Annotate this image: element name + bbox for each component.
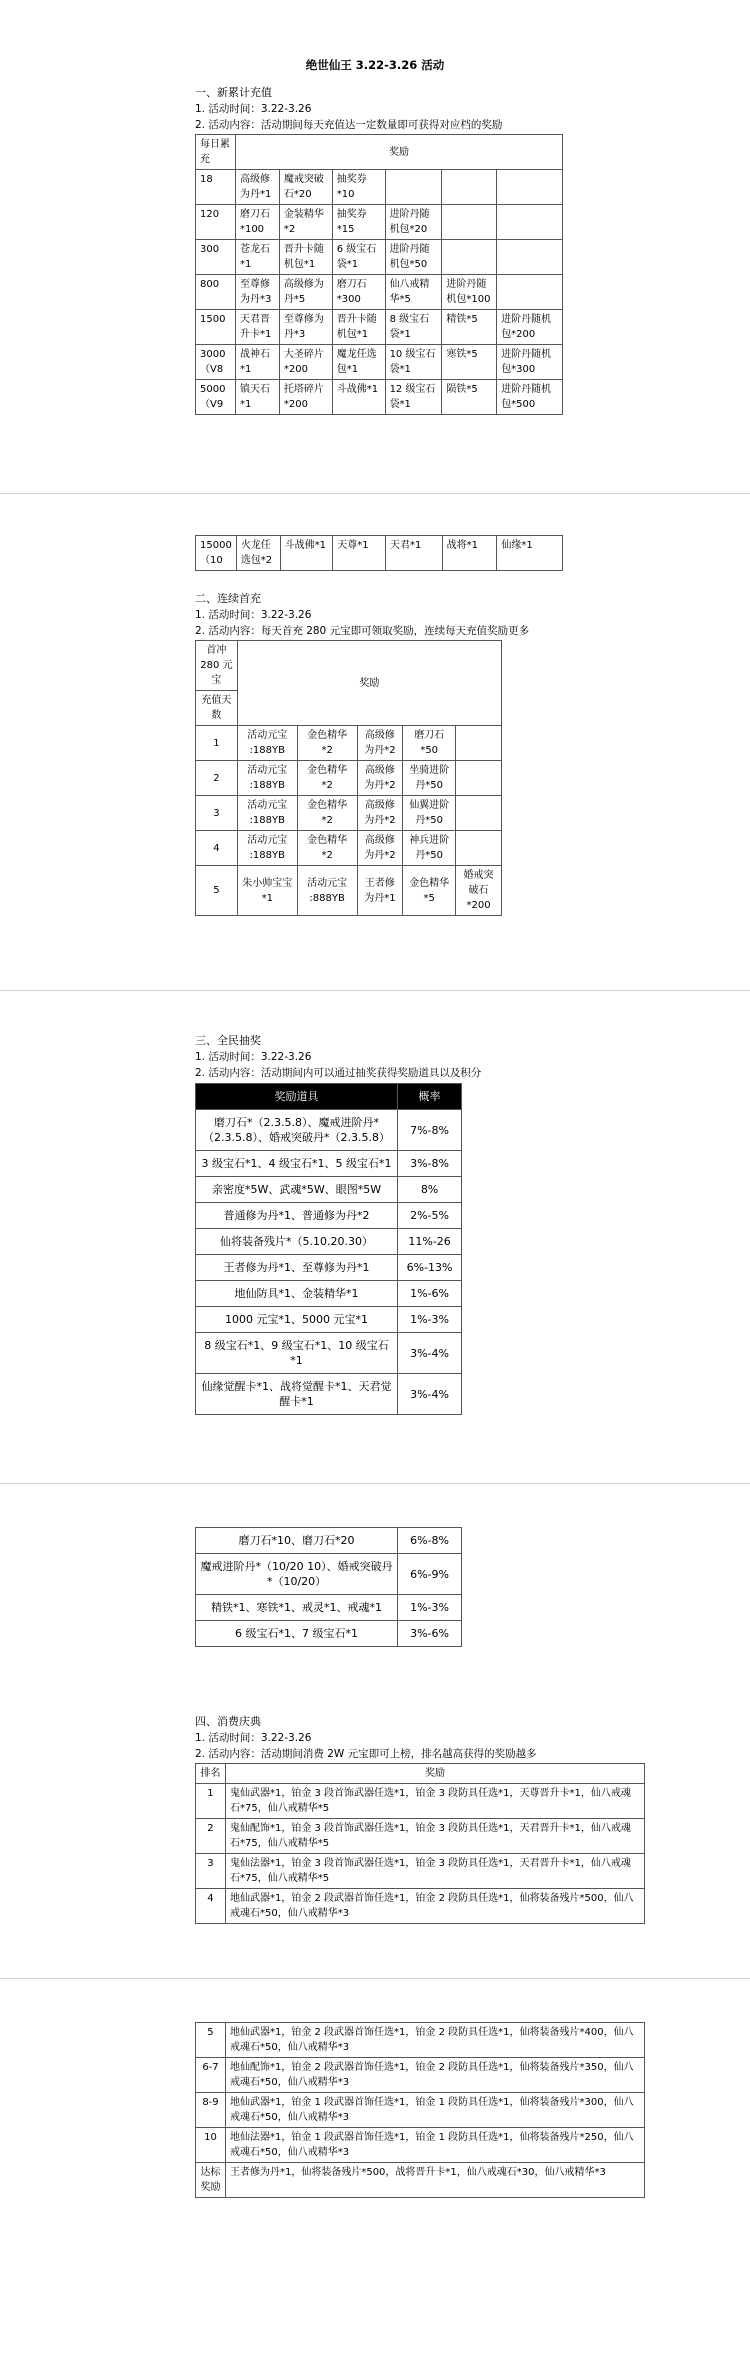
table-cell: 活动元宝 :888YB	[297, 866, 357, 916]
table-cell: 地仙武器*1，铂金 2 段武器首饰任选*1，铂金 2 段防具任选*1，仙将装备残片*500，仙八戒魂石*50，仙八戒精华*3	[225, 1889, 644, 1924]
table-cell: 高级修为丹*1	[235, 170, 279, 205]
table-cell: 1500	[196, 310, 236, 345]
page-separator	[0, 493, 750, 494]
activity-content: 2. 活动内容：活动期间内可以通过抽奖获得奖励道具以及积分	[195, 1067, 482, 1079]
table-row	[196, 761, 502, 796]
table-cell: 800	[196, 275, 236, 310]
table-cell: 王者修为丹*1	[357, 866, 403, 916]
table-cell: 4	[196, 1889, 226, 1924]
table-cell: 普通修为丹*1、普通修为丹*2	[196, 1203, 398, 1229]
table-row	[196, 1528, 462, 1554]
table-cell: 托塔碎片*200	[279, 380, 332, 415]
table-row	[196, 1854, 645, 1889]
table-cell: 6%-13%	[398, 1255, 462, 1281]
table-cell: 进阶丹随机包*200	[497, 310, 563, 345]
table-cell: 磨刀石*300	[332, 275, 385, 310]
table-cell: 晋升卡随机包*1	[279, 240, 332, 275]
activity-time: 1. 活动时间：3.22-3.26	[195, 1051, 312, 1063]
table-cell: 5	[196, 866, 238, 916]
table-header: 奖励道具	[196, 1084, 398, 1110]
table-row	[196, 1889, 645, 1924]
table-cell: 1000 元宝*1、5000 元宝*1	[196, 1307, 398, 1333]
recharge-table-continued	[195, 535, 655, 571]
table-cell: 战将*1	[442, 536, 497, 571]
table-cell: 王者修为丹*1、至尊修为丹*1	[196, 1255, 398, 1281]
table-cell: 陨铁*5	[442, 380, 497, 415]
table-cell: 活动元宝 :188YB	[237, 796, 297, 831]
table-cell: 6-7	[196, 2058, 226, 2093]
table-cell: 寒铁*5	[442, 345, 497, 380]
table-cell: 天君晋升卡*1	[235, 310, 279, 345]
table-cell	[497, 240, 563, 275]
table-cell: 8 级宝石袋*1	[385, 310, 442, 345]
section-recharge	[195, 85, 655, 415]
table-cell: 6 级宝石袋*1	[332, 240, 385, 275]
table-row	[196, 1621, 462, 1647]
table-row	[196, 1333, 462, 1374]
table-cell: 15000（10	[196, 536, 237, 571]
table-cell: 6%-8%	[398, 1528, 462, 1554]
table-cell: 5	[196, 2023, 226, 2058]
table-cell	[456, 831, 502, 866]
table-cell	[497, 205, 563, 240]
table-cell: 王者修为丹*1，仙将装备残片*500，战将晋升卡*1，仙八戒魂石*30，仙八戒精华*3	[225, 2163, 644, 2198]
activity-content: 2. 活动内容：每天首充 280 元宝即可领取奖励，连续每天充值奖励更多	[195, 625, 530, 637]
table-cell: 1%-6%	[398, 1281, 462, 1307]
table-cell: 金色精华*2	[297, 831, 357, 866]
table-cell: 大圣碎片*200	[279, 345, 332, 380]
section-heading: 三、全民抽奖	[195, 1034, 261, 1047]
table-cell: 1	[196, 726, 238, 761]
page-separator	[0, 1483, 750, 1484]
activity-content: 2. 活动内容：活动期间消费 2W 元宝即可上榜，排名越高获得的奖励越多	[195, 1748, 537, 1760]
section-first-recharge	[195, 591, 655, 916]
table-cell: 3	[196, 796, 238, 831]
table-cell: 1	[196, 1784, 226, 1819]
table-cell: 磨刀石*（2.3.5.8）、魔戒进阶丹*（2.3.5.8）、婚戒突破丹*（2.3.5.8）	[196, 1110, 398, 1151]
table-row	[196, 205, 563, 240]
table-cell: 抽奖券*10	[332, 170, 385, 205]
table-row	[196, 1819, 645, 1854]
table-cell: 精铁*5	[442, 310, 497, 345]
table-cell: 鬼仙法器*1，铂金 3 段首饰武器任选*1，铂金 3 段防具任选*1，天君晋升卡*1，仙八戒魂石*75，仙八戒精华*5	[225, 1854, 644, 1889]
table-cell: 3	[196, 1854, 226, 1889]
table-cell: 金色精华*2	[297, 796, 357, 831]
table-cell: 仙缘觉醒卡*1、战将觉醒卡*1、天君觉醒卡*1	[196, 1374, 398, 1415]
table-cell: 高级修为丹*2	[357, 726, 403, 761]
table-cell: 镇天石*1	[235, 380, 279, 415]
table-cell: 至尊修为丹*3	[235, 275, 279, 310]
table-cell: 斗战佛*1	[332, 380, 385, 415]
table-cell: 进阶丹随机包*20	[385, 205, 442, 240]
table-row	[196, 170, 563, 205]
table-cell: 8-9	[196, 2093, 226, 2128]
table-cell: 仙翼进阶丹*50	[403, 796, 456, 831]
table-cell: 亲密度*5W、武魂*5W、眼图*5W	[196, 1177, 398, 1203]
table-row	[196, 1151, 462, 1177]
table-header: 每日累充	[196, 135, 236, 170]
table-cell: 朱小帅宝宝*1	[237, 866, 297, 916]
table-cell: 地仙武器*1，铂金 2 段武器首饰任选*1，铂金 2 段防具任选*1，仙将装备残片*400，仙八戒魂石*50，仙八戒精华*3	[225, 2023, 644, 2058]
table-row	[196, 536, 563, 571]
table-header: 奖励	[237, 641, 501, 726]
table-cell: 金色精华*2	[297, 761, 357, 796]
table-row	[196, 2023, 645, 2058]
table-cell	[385, 170, 442, 205]
table-cell: 高级修为丹*2	[357, 831, 403, 866]
table-cell: 活动元宝 :188YB	[237, 831, 297, 866]
table-cell	[442, 205, 497, 240]
table-row	[196, 1554, 462, 1595]
activity-time: 1. 活动时间：3.22-3.26	[195, 1732, 312, 1744]
table-cell: 3%-4%	[398, 1374, 462, 1415]
table-cell: 魔戒进阶丹*（10/20 10）、婚戒突破丹*（10/20）	[196, 1554, 398, 1595]
table-row	[196, 796, 502, 831]
table-header: 概率	[398, 1084, 462, 1110]
table-cell: 高级修为丹*2	[357, 761, 403, 796]
table-cell: 2	[196, 761, 238, 796]
table-cell: 3%-8%	[398, 1151, 462, 1177]
table-cell: 3%-4%	[398, 1333, 462, 1374]
section-heading: 二、连续首充	[195, 592, 261, 605]
table-row	[196, 831, 502, 866]
table-row	[196, 1255, 462, 1281]
section-spending	[195, 1714, 655, 1924]
table-row	[196, 2128, 645, 2163]
table-cell: 天尊*1	[333, 536, 386, 571]
table-row	[196, 1203, 462, 1229]
table-cell: 5000（V9	[196, 380, 236, 415]
table-cell: 7%-8%	[398, 1110, 462, 1151]
table-row	[196, 1784, 645, 1819]
table-cell: 神兵进阶丹*50	[403, 831, 456, 866]
table-cell: 3000（V8	[196, 345, 236, 380]
table-cell: 2	[196, 1819, 226, 1854]
table-cell: 金色精华*5	[403, 866, 456, 916]
table-cell: 鬼仙配饰*1，铂金 3 段首饰武器任选*1，铂金 3 段防具任选*1，天君晋升卡*1，仙八戒魂石*75，仙八戒精华*5	[225, 1819, 644, 1854]
table-row	[196, 240, 563, 275]
table-cell: 金装精华*2	[279, 205, 332, 240]
table-cell: 高级修为丹*5	[279, 275, 332, 310]
table-cell: 磨刀石*100	[235, 205, 279, 240]
table-cell	[456, 761, 502, 796]
table-cell: 战神石*1	[235, 345, 279, 380]
ranking-table	[195, 1763, 645, 1924]
table-cell: 地仙法器*1，铂金 1 段武器首饰任选*1，铂金 1 段防具任选*1，仙将装备残片*250，仙八戒魂石*50，仙八戒精华*3	[225, 2128, 644, 2163]
table-row	[196, 310, 563, 345]
table-cell: 婚戒突破石*200	[456, 866, 502, 916]
lottery-table	[195, 1083, 462, 1415]
table-row	[196, 1281, 462, 1307]
table-cell: 300	[196, 240, 236, 275]
table-cell: 进阶丹随机包*300	[497, 345, 563, 380]
ranking-table	[195, 2022, 645, 2198]
first-recharge-table	[195, 640, 502, 916]
table-cell: 进阶丹随机包*50	[385, 240, 442, 275]
table-cell: 火龙任选包*2	[236, 536, 280, 571]
table-row	[196, 380, 563, 415]
table-cell: 6%-9%	[398, 1554, 462, 1595]
table-cell: 6 级宝石*1、7 级宝石*1	[196, 1621, 398, 1647]
table-cell: 3 级宝石*1、4 级宝石*1、5 级宝石*1	[196, 1151, 398, 1177]
table-cell: 8%	[398, 1177, 462, 1203]
section-heading: 四、消费庆典	[195, 1715, 261, 1728]
table-cell: 仙将装备残片*（5.10.20.30）	[196, 1229, 398, 1255]
table-row	[196, 726, 502, 761]
table-row	[196, 2093, 645, 2128]
table-cell	[497, 170, 563, 205]
table-header: 奖励	[225, 1764, 644, 1784]
table-row	[196, 2058, 645, 2093]
table-cell: 1%-3%	[398, 1595, 462, 1621]
table-cell: 鬼仙武器*1，铂金 3 段首饰武器任选*1，铂金 3 段防具任选*1，天尊晋升卡*1，仙八戒魂石*75，仙八戒精华*5	[225, 1784, 644, 1819]
table-cell: 天君*1	[386, 536, 443, 571]
table-cell: 晋升卡随机包*1	[332, 310, 385, 345]
table-cell	[442, 240, 497, 275]
table-cell: 12 级宝石袋*1	[385, 380, 442, 415]
table-header: 充值天数	[196, 691, 238, 726]
table-cell: 进阶丹随机包*500	[497, 380, 563, 415]
table-cell: 活动元宝 :188YB	[237, 761, 297, 796]
activity-time: 1. 活动时间：3.22-3.26	[195, 609, 312, 621]
lottery-table	[195, 1527, 462, 1647]
table-header: 首冲 280 元宝	[196, 641, 238, 691]
table-row	[196, 1110, 462, 1151]
table-row	[196, 866, 502, 916]
table-row	[196, 275, 563, 310]
table-cell: 4	[196, 831, 238, 866]
table-cell	[497, 275, 563, 310]
table-cell: 魔龙任选包*1	[332, 345, 385, 380]
table-cell: 地仙防具*1、金装精华*1	[196, 1281, 398, 1307]
table-cell: 斗战佛*1	[280, 536, 333, 571]
table-cell: 18	[196, 170, 236, 205]
table-row	[196, 1374, 462, 1415]
table-cell: 120	[196, 205, 236, 240]
table-cell: 苍龙石*1	[235, 240, 279, 275]
table-cell: 地仙武器*1，铂金 1 段武器首饰任选*1，铂金 1 段防具任选*1，仙将装备残片*300，仙八戒魂石*50，仙八戒精华*3	[225, 2093, 644, 2128]
table-cell: 10	[196, 2128, 226, 2163]
table-cell: 1%-3%	[398, 1307, 462, 1333]
table-cell: 8 级宝石*1、9 级宝石*1、10 级宝石*1	[196, 1333, 398, 1374]
table-row	[196, 1177, 462, 1203]
table-cell: 坐骑进阶丹*50	[403, 761, 456, 796]
table-cell	[456, 726, 502, 761]
table-row	[196, 1595, 462, 1621]
lottery-table-continued	[195, 1527, 655, 1647]
table-cell: 10 级宝石袋*1	[385, 345, 442, 380]
section-heading: 一、新累计充值	[195, 86, 272, 99]
table-cell: 达标奖励	[196, 2163, 226, 2198]
table-header: 排名	[196, 1764, 226, 1784]
table-cell: 地仙配饰*1，铂金 2 段武器首饰任选*1，铂金 2 段防具任选*1，仙将装备残片*350，仙八戒魂石*50，仙八戒精华*3	[225, 2058, 644, 2093]
table-cell: 高级修为丹*2	[357, 796, 403, 831]
table-cell	[442, 170, 497, 205]
table-cell: 精铁*1、寒铁*1、戒灵*1、戒魂*1	[196, 1595, 398, 1621]
table-cell: 进阶丹随机包*100	[442, 275, 497, 310]
page-title: 绝世仙王 3.22-3.26 活动	[305, 58, 445, 72]
table-row	[196, 2163, 645, 2198]
recharge-table	[195, 134, 563, 415]
activity-time: 1. 活动时间：3.22-3.26	[195, 103, 312, 115]
table-cell: 2%-5%	[398, 1203, 462, 1229]
table-cell: 磨刀石*10、磨刀石*20	[196, 1528, 398, 1554]
table-cell: 金色精华*2	[297, 726, 357, 761]
table-cell: 11%-26	[398, 1229, 462, 1255]
table-cell: 仙八戒精华*5	[385, 275, 442, 310]
table-cell: 磨刀石*50	[403, 726, 456, 761]
table-cell: 至尊修为丹*3	[279, 310, 332, 345]
ranking-table-continued	[195, 2022, 655, 2198]
table-cell	[456, 796, 502, 831]
table-header: 奖励	[235, 135, 562, 170]
recharge-table	[195, 535, 563, 571]
table-row	[196, 1229, 462, 1255]
table-row	[196, 1307, 462, 1333]
section-lottery	[195, 1033, 655, 1415]
table-cell: 活动元宝 :188YB	[237, 726, 297, 761]
table-row	[196, 345, 563, 380]
table-cell: 仙缘*1	[497, 536, 563, 571]
table-cell: 3%-6%	[398, 1621, 462, 1647]
table-cell: 魔戒突破石*20	[279, 170, 332, 205]
activity-content: 2. 活动内容：活动期间每天充值达一定数量即可获得对应档的奖励	[195, 119, 503, 131]
page-separator	[0, 990, 750, 991]
page-separator	[0, 1978, 750, 1979]
table-cell: 抽奖券*15	[332, 205, 385, 240]
